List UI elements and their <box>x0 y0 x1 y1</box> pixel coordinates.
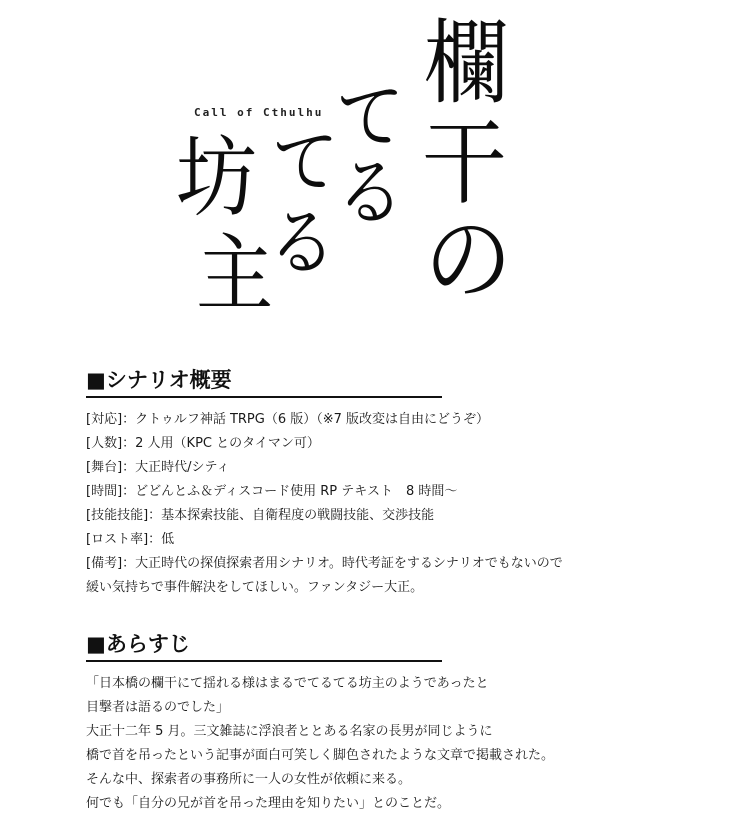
synopsis-line: 何でも「自分の兄が首を吊った理由を知りたい」とのことだ。 <box>86 796 451 811</box>
info-line-notes <box>86 552 686 576</box>
info-label: [技能技能] <box>86 508 149 523</box>
title-char-kan: 干 <box>422 110 507 217</box>
info-label: [備考] <box>86 556 123 571</box>
info-line-notes-continuation: 緩い気持ちで事件解決をしてほしい。ファンタジー大正。 <box>86 580 424 595</box>
synopsis-line: 大正十二年 5 月。三文雑誌に浮浪者ととある名家の長男が同じように <box>86 724 493 739</box>
info-line-lost-rate <box>86 528 686 552</box>
title-char-te-1: て <box>336 74 405 160</box>
overview-heading: ■シナリオ概要 <box>86 366 442 398</box>
title-char-ru-2: る <box>268 200 337 286</box>
info-value: ：低 <box>148 532 175 547</box>
synopsis-line: 目撃者は語るのでした」 <box>86 700 230 715</box>
title-char-zu: 主 <box>196 225 274 323</box>
title-artwork <box>0 0 734 340</box>
title-char-no: の <box>424 204 513 316</box>
english-subtitle: Call of Cthulhu <box>194 106 324 119</box>
synopsis-line: 「日本橋の欄干にて揺れる様はまるでてるてる坊主のようであったと <box>86 676 489 691</box>
synopsis-section <box>86 630 686 816</box>
synopsis-line: そんな中、探索者の事務所に一人の女性が依頼に来る。 <box>86 772 412 787</box>
title-char-ran: 欄 <box>424 10 509 117</box>
info-value: ：どどんとふ＆ディスコード使用 RP テキスト 8 時間～ <box>122 484 458 499</box>
info-value: ：クトゥルフ神話 TRPG（6 版）（※7 版改変は自由にどうぞ） <box>122 412 490 427</box>
info-label: [舞台] <box>86 460 123 475</box>
info-value: ：大正時代の探偵探索者用シナリオ。時代考証をするシナリオでもないので <box>122 556 563 571</box>
info-label: [ロスト率] <box>86 532 149 547</box>
info-value: ：基本探索技能、自衛程度の戦闘技能、交渉技能 <box>148 508 435 523</box>
info-value: ：大正時代/シティ <box>122 460 230 475</box>
info-label: [対応] <box>86 412 123 427</box>
title-char-te-2: て <box>272 120 339 204</box>
overview-section <box>86 366 686 600</box>
info-line-support <box>86 408 686 432</box>
info-label: [時間] <box>86 484 123 499</box>
title-char-bou: 坊 <box>176 126 257 229</box>
title-char-ru-1: る <box>336 150 405 236</box>
info-line-time <box>86 480 686 504</box>
info-line-setting <box>86 456 686 480</box>
info-line-players <box>86 432 686 456</box>
info-label: [人数] <box>86 436 123 451</box>
info-value: ：2 人用（KPC とのタイマン可） <box>122 436 320 451</box>
synopsis-heading: ■あらすじ <box>86 630 442 662</box>
synopsis-line: 橋で首を吊ったという記事が面白可笑しく脚色されたような文章で掲載された。 <box>86 748 555 763</box>
info-line-skills <box>86 504 686 528</box>
